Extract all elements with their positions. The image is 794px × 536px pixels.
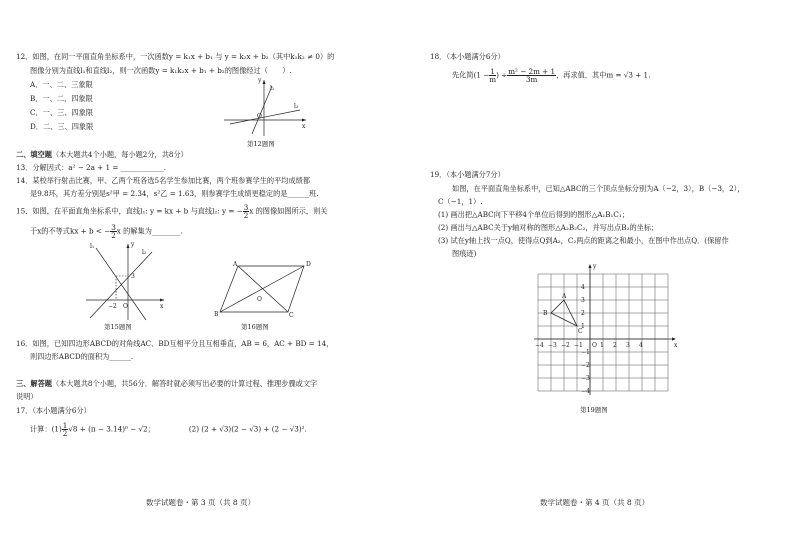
fig19-ytick: 4 — [581, 284, 585, 291]
q19-line1: 如图，在平面直角坐标系中，已知△ABC的三个顶点坐标分别为A（−2，3），B（−3，2）， — [452, 184, 745, 193]
section2-desc: （本大题共4个小题，每小题2分，共8分） — [51, 150, 188, 159]
fig15-origin-label: O — [123, 303, 128, 310]
figure-19-grid — [528, 263, 678, 404]
q17-calc — [30, 422, 307, 437]
fig12-origin-label: O — [257, 113, 262, 120]
q17-half-den: 2 — [62, 429, 68, 438]
fig19-ytick: −1 — [581, 349, 590, 356]
fig19-xtick: −3 — [548, 342, 557, 349]
fig19-xtick: −2 — [561, 342, 570, 349]
q15-line2a: 于x的不等式kx + b < − — [30, 226, 111, 236]
fig19-xtick: 2 — [613, 342, 617, 349]
q18-f1-num: 1 — [490, 67, 495, 76]
fig19-ytick: 1 — [581, 323, 585, 330]
fig12-l1-label: l₁ — [270, 85, 275, 92]
fig16-label-d: D — [306, 261, 311, 268]
q17-half-num: 1 — [62, 421, 68, 430]
right-page-footer: 数学试题卷・第 4 页（共 8 页） — [540, 498, 650, 507]
q18-paren-open: (1 − — [473, 70, 490, 80]
fig19-origin-label: O — [592, 342, 597, 349]
q18-post: ，再求值．其中m = √3 + 1. — [556, 70, 651, 80]
fig19-x-label: x — [674, 342, 678, 349]
q19-part3a: (3) 试在y轴上找一点Q，使得点Q到A₂，C₂两点的距离之和最小，在图中作出点Q．(保留作 — [438, 236, 729, 245]
q12-option-c: C．一、三、四象限 — [30, 108, 94, 117]
q15-fraction-2 — [110, 224, 117, 239]
q19-title: 19．（本小题满分7分） — [430, 170, 505, 179]
q15-line1 — [16, 204, 328, 219]
fig19-label-a: A — [562, 293, 567, 300]
fig12-caption: 第12题图 — [247, 140, 275, 148]
fig19-xtick: 1 — [600, 342, 604, 349]
q12-line1: 12．如图，在同一平面直角坐标系中，一次函数y = k₁x + b₁ 与 y = k₂x + b₂（其中k₁k₂ ≠ 0）的 — [16, 52, 335, 61]
q19-part2: (2) 画出与△ABC关于y轴对称的图形△A₂B₂C₂，并写出点B₂的坐标； — [438, 223, 659, 232]
y-axis-arrow — [588, 264, 591, 268]
q12-option-a: A．一、二、三象限 — [30, 80, 93, 89]
q18-title: 18．（本小题满分6分） — [430, 52, 505, 61]
q19-part1: (1) 画出把△ABC向下平移4个单位后得到的图形△A₁B₁C₁； — [438, 210, 630, 219]
fig19-y-label: y — [593, 263, 597, 270]
q18-paren-close: ) ÷ — [496, 70, 508, 80]
q17-title: 17．（本小题满分6分） — [16, 406, 91, 415]
q18-fraction-2 — [507, 68, 556, 83]
section3-desc: （本大题共8个小题，共56分．解答时就必须写出必要的计算过程、推理步骤或文字 — [51, 379, 318, 388]
fig19-ytick: 2 — [581, 310, 585, 317]
fig19-ytick: −4 — [581, 388, 590, 395]
x-axis-arrow — [672, 337, 676, 340]
fig16-label-o: O — [257, 296, 262, 303]
fig15-l1-label: l₁ — [90, 243, 95, 250]
fig19-xtick: 3 — [626, 342, 630, 349]
q15-frac1-den: 2 — [243, 211, 249, 220]
q15-frac2-num: 3 — [111, 223, 116, 232]
fig16-label-c: C — [289, 312, 294, 319]
left-page-footer: 数学试题卷・第 3 页（共 8 页） — [146, 498, 256, 507]
fig19-ytick: −3 — [581, 375, 590, 382]
q18-f1-den: m — [489, 75, 497, 84]
q18-expression — [452, 68, 650, 83]
fig12-x-label: x — [302, 123, 306, 130]
fig15-caption: 第15题图 — [104, 323, 132, 331]
fig16-label-b: B — [214, 311, 219, 318]
section3-heading-row — [16, 379, 317, 388]
section2-heading-row — [16, 150, 188, 159]
fig15-l2-label: l₂ — [142, 249, 147, 256]
fig15-y-label: y — [131, 241, 135, 248]
q12-line2: 图像分别为直线l₁和直线l₂，则一次函数y = k₁k₂x + b₁ + b₂的图像经过（ ）. — [30, 66, 292, 75]
section3-heading: 三、解答题 — [16, 379, 52, 388]
q18-pre: 先化简 — [452, 70, 474, 80]
q16-line2: 则四边形ABCD的面积为______. — [30, 352, 134, 361]
fig19-ytick: −2 — [581, 362, 590, 369]
fig16-caption: 第16题图 — [241, 323, 269, 331]
q18-f2-den: 3m — [525, 75, 538, 84]
q16-line1: 16．如图，已知四边形ABCD的对角线AC、BD互相平分且互相垂直，AB = 6，AC + BD = 14， — [16, 339, 334, 348]
fig19-xtick: −1 — [574, 342, 583, 349]
fig19-label-b: B — [543, 310, 548, 317]
figure-12 — [222, 76, 308, 138]
q18-f2-num: m² − 2m + 1 — [508, 67, 556, 76]
fig19-caption: 第19题图 — [580, 406, 608, 414]
q19-line2: C（−1，1）. — [438, 197, 483, 206]
q19-part3b: 图痕迹) — [452, 249, 477, 258]
q17-calc-c: (2) (2 + √3)(2 − √3) + (2 − √3)². — [188, 424, 307, 434]
q15-frac2-den: 2 — [111, 231, 116, 240]
figure-15 — [82, 240, 166, 322]
q15-line2 — [30, 224, 183, 239]
fig12-l2-label: l₂ — [294, 103, 299, 110]
q14-line1: 14．某校举行射击比赛，甲、乙两个班各选5名学生参加比赛，两个班参赛学生的平均成绩都 — [16, 176, 311, 185]
q17-calc-a: 计算：(1) — [30, 424, 62, 434]
figure-16 — [216, 262, 316, 320]
q14-line2: 是9.8环，其方差分别是s²甲 = 2.34，s²乙 = 1.63，则参赛学生成绩更稳定的是______班. — [30, 189, 319, 198]
fig19-xtick: 4 — [639, 342, 643, 349]
q15-line1b: x 的图像如图所示，则关 — [249, 206, 328, 216]
q15-line2b: x 的解集为________. — [116, 226, 183, 236]
q17-calc-b: √8 + (π − 3.14)⁰ − √2； — [68, 424, 155, 434]
q12-option-d: D．二、三、四象限 — [30, 122, 94, 131]
fig15-tick-minus2: −2 — [108, 303, 117, 310]
fig15-x-label: x — [160, 303, 164, 310]
fig15-tick-3: 3 — [131, 273, 135, 280]
fig16-label-a: A — [233, 261, 238, 268]
q15-line1a: 15．如图，在平面直角坐标系中，直线l₁: y = kx + b 与直线l₂: y = − — [16, 206, 243, 216]
section2-heading: 二、填空题 — [16, 150, 52, 159]
fig12-y-label: y — [258, 77, 262, 84]
fig19-label-c: C — [578, 328, 583, 335]
fig19-ytick: 3 — [581, 297, 585, 304]
fig19-xtick: −4 — [535, 342, 544, 349]
q15-frac1-num: 3 — [243, 203, 249, 212]
q12-option-b: B．一、二、四象限 — [30, 94, 93, 103]
q13: 13．分解因式：a² − 2a + 1 = ____________. — [16, 163, 167, 172]
section3-desc2: 说明） — [16, 392, 38, 401]
